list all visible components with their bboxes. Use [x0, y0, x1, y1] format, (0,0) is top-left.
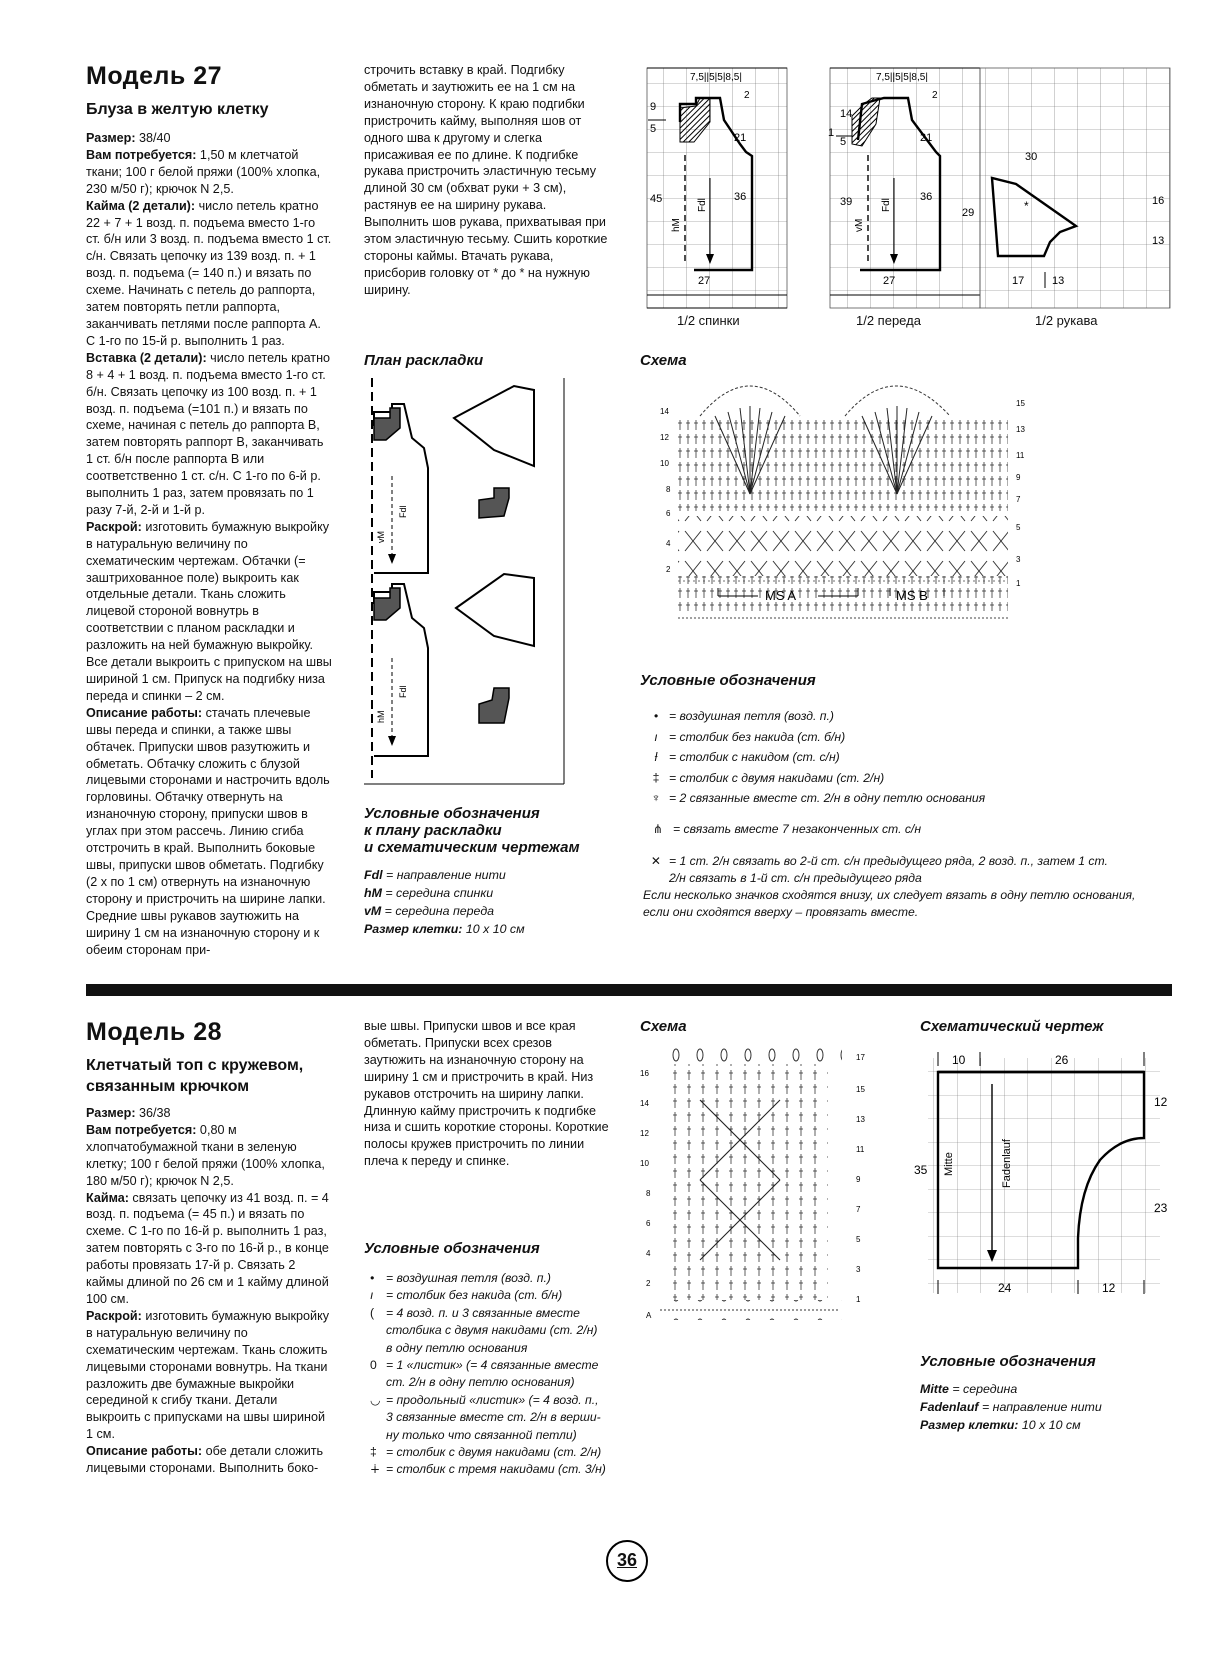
materials-text: 1,50 м клетчатой ткани; 100 г белой пряжи (100% хлопка, 230 м/50 г); крючок N 2,5.: [86, 147, 321, 196]
symbols28-list: • = воздушная петля (возд. п.) ı = столбик без накида (ст. б/н) ( = 4 возд. п. и 3 связанные вместе столбика с двумя накидами (ст. 2/н) в одну петлю основания 0 = 1 «листик» (= 4 связанные вместе ст. 2/н в одну петлю основания) ◡ = продольный «листик» (= 4 возд. п., 3 связанные вместе ст. 2/н в верши- ну только что связанной петли) ‡ = столбик с двумя накидами (ст. 2/н) ∔ = столбик с тремя накидами (ст. 3/н): [370, 1271, 606, 1477]
svg-text:10: 10: [952, 1053, 966, 1067]
sym-cross-a: = 1 ст. 2/н связать во 2-й ст. с/н предыдущего ряда, 2 возд. п., затем 1 ст.: [669, 854, 1108, 868]
svg-text:23: 23: [1154, 1201, 1168, 1215]
svg-text:17: 17: [1012, 275, 1025, 287]
svg-text:3: 3: [856, 1265, 861, 1274]
sym-dc: = столбик с накидом (ст. с/н): [669, 750, 840, 764]
svg-text:45: 45: [650, 193, 663, 205]
svg-text:vM: vM: [854, 218, 865, 232]
svg-text:27: 27: [883, 275, 896, 287]
sym-cross-b: 2/н связать в 1-й ст. с/н предыдущего ряда: [669, 871, 922, 885]
model27-instructions-col2: строчить вставку в край. Подгибку обметать и заутюжить ее на 1 см на изнаночную сторону. К краю подгибки пристрочить кайму, выполняя шов от одного шва к другому и слегка присаживая ее по длине. К подгибке рукава пристрочить эластичную тесьму длиной 30 см (обхват руки + 3 см), растянув ее на ширину рукава. Выполнить шов рукава, прихватывая при этом эластичную тесьму. Сшить короткие стороны каймы. Втачать рукава, присборив головку от * до * на нужную ширину.: [364, 63, 608, 297]
svg-text:10: 10: [660, 459, 669, 468]
svg-text:35: 35: [914, 1163, 928, 1177]
svg-text:26: 26: [1055, 1053, 1069, 1067]
svg-text:17: 17: [856, 1053, 865, 1062]
svg-text:6: 6: [646, 1219, 651, 1228]
svg-text:A: A: [646, 1311, 652, 1320]
svg-text:13: 13: [1152, 235, 1165, 247]
svg-text:11: 11: [1016, 451, 1025, 460]
svg-text:16: 16: [1152, 195, 1165, 207]
svg-text:5: 5: [856, 1235, 861, 1244]
insert-label: Вставка (2 детали):: [86, 350, 207, 365]
svg-text:Fdl: Fdl: [697, 198, 708, 212]
svg-text:2: 2: [666, 565, 671, 574]
svg-text:30: 30: [1025, 151, 1038, 163]
layout-legend: Fdl = направление нити hM = середина спинки vM = середина переда Размер клетки: 10 х 10 см: [364, 868, 525, 936]
svg-text:1: 1: [1016, 579, 1021, 588]
svg-text:8: 8: [666, 485, 671, 494]
svg-text:2: 2: [932, 90, 938, 101]
svg-text:1: 1: [828, 127, 835, 139]
size-label: Размер:: [86, 131, 136, 145]
sym-note-2: если они сходятся вверху – провязать вместе.: [643, 905, 919, 919]
svg-text:24: 24: [998, 1281, 1012, 1295]
svg-text:Fadenlauf: Fadenlauf: [1001, 1139, 1013, 1188]
sym-tr2tog: = 2 связанные вместе ст. 2/н в одну петлю основания: [669, 791, 986, 805]
legend28-list: Mitte = середина Fadenlauf = направление нити Размер клетки: 10 х 10 см: [920, 1382, 1102, 1432]
svg-text:15: 15: [856, 1085, 865, 1094]
svg-text:9: 9: [856, 1175, 861, 1184]
svg-text:29: 29: [962, 207, 975, 219]
svg-text:14: 14: [660, 407, 669, 416]
layout-plan-title: План раскладки: [364, 352, 484, 369]
svg-text:13: 13: [1052, 275, 1065, 287]
svg-text:1: 1: [856, 1295, 861, 1304]
model28-title: Модель 28: [86, 1018, 223, 1046]
svg-text:16: 16: [640, 1069, 649, 1078]
svg-text:13: 13: [856, 1115, 865, 1124]
page-number: 36: [616, 1550, 638, 1570]
svg-text:5: 5: [840, 136, 847, 148]
pattern-drawings: [640, 60, 1180, 330]
svg-text:13: 13: [1016, 425, 1025, 434]
svg-text:9: 9: [650, 101, 657, 113]
svg-text:Fdl: Fdl: [398, 685, 408, 698]
svg-text:27: 27: [698, 275, 711, 287]
sym-chain: = воздушная петля (возд. п.): [669, 709, 834, 723]
size-value: 38/40: [135, 131, 171, 145]
symbols28-title: Условные обозначения: [364, 1240, 540, 1257]
model27-title: Модель 27: [86, 62, 223, 90]
svg-text:36: 36: [920, 191, 933, 203]
sym-tr: = столбик с двумя накидами (ст. 2/н): [669, 770, 885, 785]
svg-text:12: 12: [660, 433, 669, 442]
border-label: Кайма (2 детали):: [86, 198, 196, 213]
crochet-chart-28: [640, 1040, 890, 1340]
svg-text:4: 4: [646, 1249, 651, 1258]
sym-sc: = столбик без накида (ст. б/н): [669, 729, 846, 744]
border-text: число петель кратно 22 + 7 + 1 возд. п. подъема вместо 1-го ст. б/н или 3 возд. п. подъема вместо 1 ст. с/н. Связать цепочку из 139 возд. п. + 1 возд. п. подъема (= 140 п.) и вязать по схеме. Начинать с петель до раппорта, затем повторять петли раппорта, заканчивать петлями после раппорта А. С 1-го по 15-й р. выполнить 1 раз.: [86, 198, 332, 348]
model28-instructions-col2: вые швы. Припуски швов и все края обметать. Припуски всех срезов заутюжить на изнаночную сторону на ширину 1 см и пристрочить в край. Низ рукавов отстрочить на ширину лапки. Длинную кайму пристрочить к подгибке низа и сшить короткие стороны. Короткие полосы кружев пристрочить по линии плеча к переду и спинке.: [364, 1019, 609, 1169]
svg-text:10: 10: [640, 1159, 649, 1168]
layout-plan-diagram: [364, 378, 569, 793]
svg-text:11: 11: [856, 1145, 865, 1154]
materials-label: Вам потребуется:: [86, 147, 197, 162]
svg-text:Fdl: Fdl: [398, 505, 408, 518]
svg-text:hM: hM: [376, 710, 386, 723]
sleeve-caption: 1/2 рукава: [1035, 313, 1098, 328]
svg-text:36: 36: [734, 191, 747, 203]
front-caption: 1/2 переда: [856, 313, 921, 328]
sym-7tog: = связать вместе 7 незаконченных ст. с/н: [673, 821, 922, 836]
cut-text: изготовить бумажную выкройку в натуральную величину по схематическим чертежам. Обтачки (= заштрихованное поле) выкроить как отдельные детали. Ткань сложить лицевой стороной вовнутрь в соответствии с планом раскладки и разложить на ней бумажную выкройку. Все детали выкроить с припуском на швы шириной 1 см. Припуск на подгибку низа переда и спинки – 2 см.: [86, 519, 332, 703]
model27-instructions-col1: [86, 130, 332, 958]
svg-text:12: 12: [1154, 1095, 1168, 1109]
svg-text:21: 21: [734, 132, 747, 144]
svg-text:12: 12: [640, 1129, 649, 1138]
svg-text:5: 5: [1016, 523, 1021, 532]
model28-subtitle: Клетчатый топ с кружевом, связанным крючком: [86, 1057, 304, 1095]
svg-text:39: 39: [840, 196, 853, 208]
svg-text:14: 14: [840, 108, 853, 120]
ms-a-label: MS A: [765, 588, 797, 603]
legend28-title: Условные обозначения: [920, 1353, 1096, 1370]
svg-text:7,5||5|5|8,5|: 7,5||5|5|8,5|: [690, 72, 742, 83]
model28-instructions-col1: Размер: 36/38 Вам потребуется: 0,80 м хлопчатобумажной ткани в зеленую клетку; 100 г белой пряжи (100% хлопка, 180 м/50 г); крючок N 2,5. Кайма: связать цепочку из 41 возд. п. = 4 возд. п. подъема (= 45 п.) и вязать по схеме. С 1-го по 16-й р. выполнить 1 раз, затем повторять с 3-го по 16-й р., в конце работы провязать 17-й р. Связать 2 каймы длиной по 26 см и 1 кайму длиной 100 см. Раскрой: изготовить бумажную выкройку в натуральную величину по схематическим чертежам. Ткань сложить лицевыми сторонами вовнутрь. На ткани разложить две бумажные выкройки серединой к сгибу ткани. Детали выкроить с припусками на швы шириной 1 см. Описание работы: обе детали сложить лицевыми сторонами. Выполнить боко-: [86, 1106, 330, 1476]
cut-label: Раскрой:: [86, 519, 142, 534]
schematic-drawing-28: [910, 1048, 1170, 1308]
symbols27-title: Условные обозначения: [640, 672, 816, 689]
model27-subtitle: Блуза в желтую клетку: [86, 101, 269, 118]
svg-text:5: 5: [650, 123, 657, 135]
svg-text:2: 2: [646, 1279, 651, 1288]
work-text: стачать плечевые швы переда и спинки, а также швы обтачек. Припуски швов разутюжить и обметать. Обтачку сложить с блузой лицевыми сторонами и настрочить вдоль горловины. Обтачку отвернуть на изнаночную сторону, припуски швов в углах при этом рассечь. Линию сгиба отстрочить в край. Выполнить боковые швы, припуски швов обметать. Подгибку (2 х по 1 см) отвернуть на изнаночную сторону и пристрочить на ширине лапки. Средние швы рукавов заутюжить на ширину 1 см на изнаночную сторону и к обеим сторонам при-: [86, 705, 330, 957]
svg-text:Mitte: Mitte: [943, 1152, 955, 1176]
section-divider: [86, 984, 1172, 996]
symbols27-list: • = воздушная петля (возд. п.) ı = столбик без накида (ст. б/н) ƚ = столбик с накидом (ст. с/н) ‡ = столбик с двумя накидами (ст. 2/н) ♆ = 2 связанные вместе ст. 2/н в одну петлю основания ⋔ = связать вместе 7 незаконченных ст. с/н ✕ = 1 ст. 2/н связать во 2-й ст. с/н предыдущего ряда, 2 возд. п., затем 1 ст. 2/н связать в 1-й ст. с/н предыдущего ряда Если несколько значков сходятся внизу, их следует вязать в одну петлю основания, если они сходятся вверху – провязать вместе.: [643, 706, 1163, 921]
svg-text:7,5||5|5|8,5|: 7,5||5|5|8,5|: [876, 72, 928, 83]
svg-text:8: 8: [646, 1189, 651, 1198]
work-label: Описание работы:: [86, 705, 203, 720]
svg-text:12: 12: [1102, 1281, 1116, 1295]
crochet-chart-27: [660, 376, 1040, 641]
svg-text:21: 21: [920, 132, 933, 144]
svg-text:*: *: [1024, 199, 1029, 213]
back-caption: 1/2 спинки: [677, 313, 740, 328]
svg-text:15: 15: [1016, 399, 1025, 408]
svg-text:7: 7: [856, 1205, 861, 1214]
layout-legend-title: Условные обозначения к плану раскладки и схематическим чертежам: [364, 805, 580, 856]
svg-text:hM: hM: [671, 218, 682, 232]
svg-text:9: 9: [1016, 473, 1021, 482]
svg-text:7: 7: [1016, 495, 1021, 504]
scheme28-title: Схема: [640, 1018, 687, 1035]
svg-text:3: 3: [1016, 555, 1021, 564]
drawing28-title: Схематический чертеж: [920, 1018, 1104, 1035]
svg-text:4: 4: [666, 539, 671, 548]
svg-text:2: 2: [744, 90, 750, 101]
insert-text: число петель кратно 8 + 4 + 1 возд. п. подъема вместо 1-го ст. б/н. Связать цепочку из 100 возд. п. + 1 возд. п. подъема (=101 п.) и вязать по схеме, начиная с петель до раппорта В, затем повторять раппорт В, заканчивать 1 ст. б/н после раппорта В или соответственно 1 ст. с/н. С 1-го по 6-й р. выполнить 1 раз, затем провязать по 1 разу 7-й, 2-й и 1-й р.: [86, 350, 331, 517]
ms-b-label: MS B: [896, 588, 928, 603]
svg-text:6: 6: [666, 509, 671, 518]
scheme27-title: Схема: [640, 352, 687, 369]
svg-text:vM: vM: [376, 531, 386, 543]
sym-note-1: Если несколько значков сходятся внизу, их следует вязать в одну петлю основания,: [643, 888, 1136, 902]
svg-text:14: 14: [640, 1099, 649, 1108]
svg-text:Fdl: Fdl: [881, 198, 892, 212]
